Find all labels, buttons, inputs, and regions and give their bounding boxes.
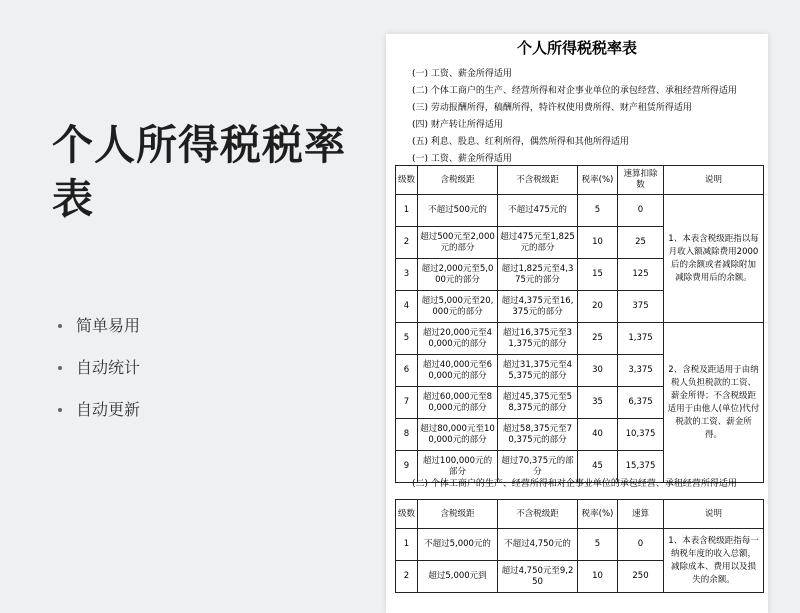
feature-item <box>58 356 140 398</box>
cell: 超过4,375元至16,375元的部分 <box>498 291 578 323</box>
cell: 超过20,000元至40,000元的部分 <box>418 323 498 355</box>
cell: 125 <box>618 259 664 291</box>
feature-item <box>58 314 140 356</box>
cell: 超过45,375元至58,375元的部分 <box>498 387 578 419</box>
document-page <box>386 34 768 613</box>
hero-title: 个人所得税税率表 <box>52 121 346 223</box>
cell: 45 <box>578 451 618 483</box>
table-header-row <box>396 166 764 195</box>
cell: 超过4,750元至9,250 <box>498 561 578 593</box>
cell: 不超过5,000元的 <box>418 529 498 561</box>
cell: 超过500元至2,000元的部分 <box>418 227 498 259</box>
feature-list <box>58 314 140 440</box>
col-taxed-range: 含税级距 <box>418 166 498 195</box>
cell: 0 <box>618 195 664 227</box>
cell: 超过58,375元至70,375元的部分 <box>498 419 578 451</box>
cell: 10 <box>578 561 618 593</box>
document-title: 个人所得税税率表 <box>516 39 637 57</box>
col-notes: 说明 <box>664 166 764 195</box>
cell: 5 <box>396 323 418 355</box>
cell: 超过5,000元至20,000元的部分 <box>418 291 498 323</box>
cell: 7 <box>396 387 418 419</box>
col-taxed-range: 含税级距 <box>418 500 498 529</box>
cell: 超过100,000元的部分 <box>418 451 498 483</box>
table1-caption: (一) 工资、薪金所得适用 <box>412 154 512 164</box>
table-row <box>396 529 764 561</box>
cell: 3 <box>396 259 418 291</box>
cell: 1 <box>396 195 418 227</box>
feature-label: 自动更新 <box>76 400 141 419</box>
cell: 9 <box>396 451 418 483</box>
table-header-row <box>396 500 764 529</box>
cell: 超过475元至1,825元的部分 <box>498 227 578 259</box>
cell: 超过60,000元至80,000元的部分 <box>418 387 498 419</box>
col-rate: 税率(%) <box>578 500 618 529</box>
cell: 375 <box>618 291 664 323</box>
cell: 3,375 <box>618 355 664 387</box>
cell: 20 <box>578 291 618 323</box>
cell: 1,375 <box>618 323 664 355</box>
cell: 不超过500元的 <box>418 195 498 227</box>
cell: 4 <box>396 291 418 323</box>
cell: 8 <box>396 419 418 451</box>
col-level: 级数 <box>396 500 418 529</box>
cell: 35 <box>578 387 618 419</box>
cell: 2 <box>396 227 418 259</box>
table2-caption: (二) 个体工商户的生产、经营所得和对企事业单位的承包经营、承租经营所得适用 <box>412 479 737 489</box>
cell: 不超过4,750元的 <box>498 529 578 561</box>
cell: 40 <box>578 419 618 451</box>
cell: 15 <box>578 259 618 291</box>
cell: 超过5,000元到 <box>418 561 498 593</box>
cell: 15,375 <box>618 451 664 483</box>
note-cell: 1、本表含税级距指每一纳税年度的收入总额，减除成本、费用以及损失的余额。 <box>664 529 764 593</box>
note-cell: 2、含税及距适用于由纳税人负担税款的工资、薪金所得；不含税级距适用于由他人(单位)代付税款的工资、薪金所得。 <box>664 323 764 483</box>
cell: 0 <box>618 529 664 561</box>
category-line: (四) 财产转让所得适用 <box>412 120 503 130</box>
category-line: (三) 劳动报酬所得，稿酬所得，特许权使用费所得、财产租赁所得适用 <box>412 103 692 113</box>
category-line: (一) 工资、薪金所得适用 <box>412 69 512 79</box>
col-untaxed-range: 不含税级距 <box>498 166 578 195</box>
table-row <box>396 195 764 227</box>
col-level: 级数 <box>396 166 418 195</box>
cell: 2 <box>396 561 418 593</box>
category-line: (二) 个体工商户的生产、经营所得和对企事业单位的承包经营、承租经营所得适用 <box>412 86 737 96</box>
cell: 超过70,375元的部分 <box>498 451 578 483</box>
cell: 10 <box>578 227 618 259</box>
cell: 6 <box>396 355 418 387</box>
cell: 5 <box>578 529 618 561</box>
cell: 不超过475元的 <box>498 195 578 227</box>
cell: 超过80,000元至100,000元的部分 <box>418 419 498 451</box>
cell: 250 <box>618 561 664 593</box>
cell: 超过2,000元至5,000元的部分 <box>418 259 498 291</box>
cell: 25 <box>578 323 618 355</box>
cell: 超过40,000元至60,000元的部分 <box>418 355 498 387</box>
feature-label: 自动统计 <box>76 358 141 377</box>
cell: 超过31,375元至45,375元的部分 <box>498 355 578 387</box>
col-notes: 说明 <box>664 500 764 529</box>
feature-item <box>58 398 140 440</box>
cell: 6,375 <box>618 387 664 419</box>
col-deduction: 速算 <box>618 500 664 529</box>
col-rate: 税率(%) <box>578 166 618 195</box>
cell: 超过1,825元至4,375元的部分 <box>498 259 578 291</box>
bullet-icon <box>58 366 62 370</box>
col-deduction: 速算扣除数 <box>618 166 664 195</box>
feature-label: 简单易用 <box>76 316 141 335</box>
bullet-icon <box>58 324 62 328</box>
cell: 30 <box>578 355 618 387</box>
tax-table-wages <box>395 165 764 483</box>
tax-table-business <box>395 499 764 593</box>
bullet-icon <box>58 408 62 412</box>
col-untaxed-range: 不含税级距 <box>498 500 578 529</box>
cell: 1 <box>396 529 418 561</box>
note-cell: 1、本表含税级距指以每月收入额减除费用2000后的余额或者减除附加减除费用后的余额。 <box>664 195 764 323</box>
table-row <box>396 323 764 355</box>
category-line: (五) 利息、股息、红利所得，偶然所得和其他所得适用 <box>412 137 629 147</box>
cell: 超过16,375元至31,375元的部分 <box>498 323 578 355</box>
cell: 25 <box>618 227 664 259</box>
cell: 5 <box>578 195 618 227</box>
cell: 10,375 <box>618 419 664 451</box>
